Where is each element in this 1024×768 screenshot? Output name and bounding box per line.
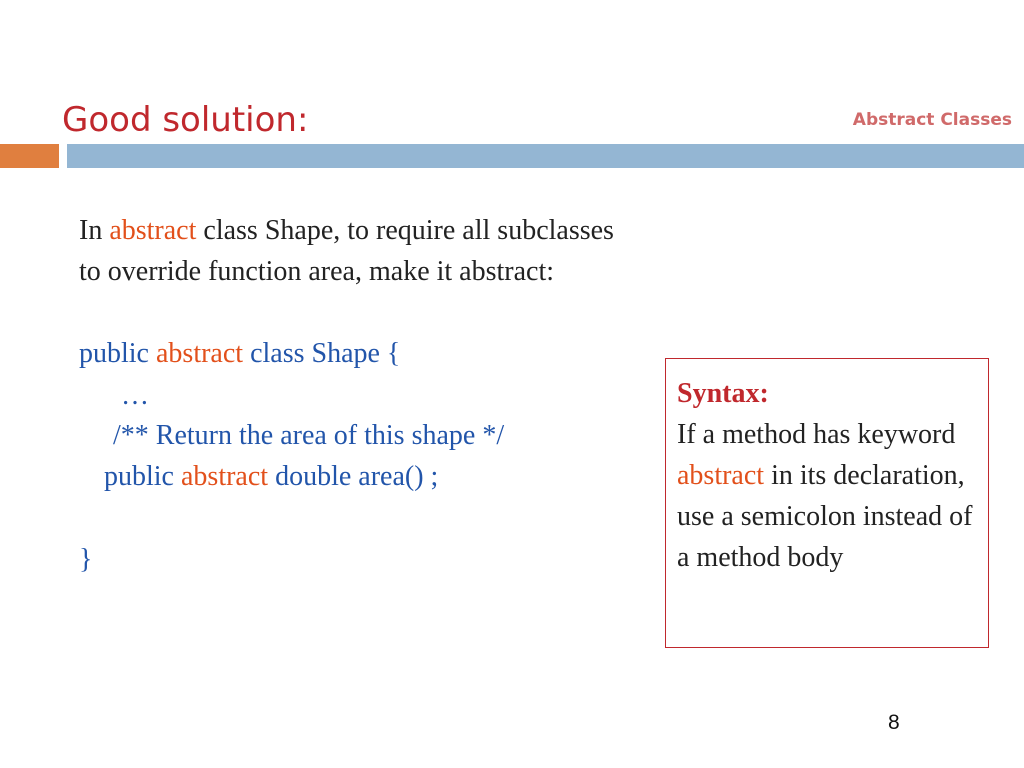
syntax-callout xyxy=(665,358,989,648)
syntax-heading: Syntax: xyxy=(677,378,769,409)
section-label: Abstract Classes xyxy=(852,110,1012,130)
code-keyword: abstract xyxy=(156,338,244,369)
intro-text-end: class Shape, to require all subclasses xyxy=(196,215,614,246)
code-text: class Shape { xyxy=(243,338,401,369)
intro-keyword: abstract xyxy=(109,215,197,246)
syntax-text-start: If a method has keyword xyxy=(677,419,956,450)
syntax-keyword: abstract xyxy=(677,460,765,491)
intro-line-2: to override function area, make it abstract: xyxy=(79,256,555,287)
header-accent-bar xyxy=(0,144,59,168)
code-line-close-brace: } xyxy=(79,544,93,575)
code-line-comment: /** Return the area of this shape */ xyxy=(113,420,505,451)
page-number: 8 xyxy=(888,711,900,734)
syntax-text-end: in its declaration, use a semicolon instead of a method body xyxy=(677,460,973,573)
intro-text-start: In xyxy=(79,215,110,246)
code-keyword: abstract xyxy=(181,461,269,492)
code-line-class-decl xyxy=(79,338,400,370)
code-text: double area() ; xyxy=(268,461,439,492)
code-text: public xyxy=(79,338,156,369)
code-line-method-decl xyxy=(104,461,438,493)
slide-title: Good solution: xyxy=(62,100,309,140)
header-bar xyxy=(67,144,1024,168)
code-line-ellipsis: … xyxy=(121,380,149,411)
code-text: public xyxy=(104,461,181,492)
intro-paragraph xyxy=(79,210,779,292)
